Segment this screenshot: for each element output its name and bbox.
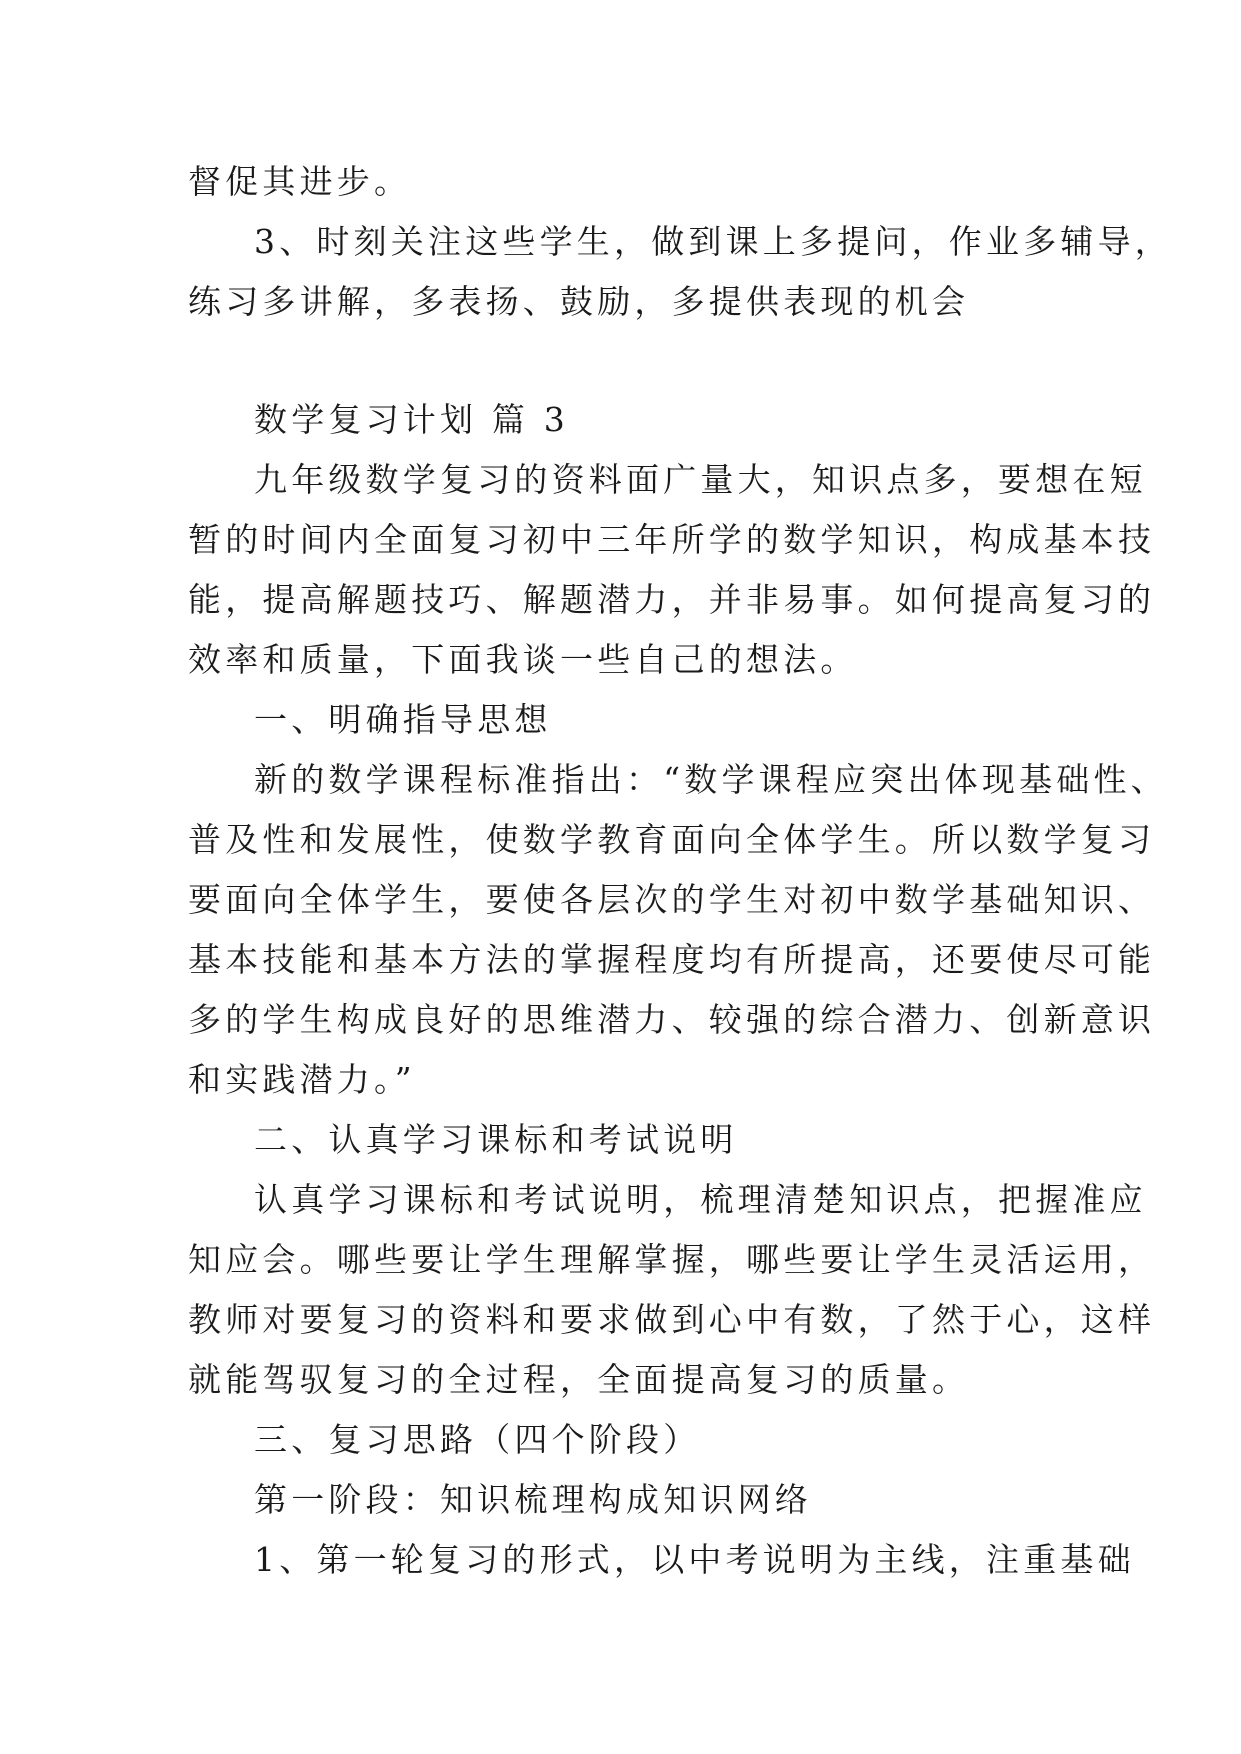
paragraph-line: 督促其进步。 xyxy=(188,162,412,201)
paragraph-line: 暂的时间内全面复习初中三年所学的数学知识，构成基本技 xyxy=(188,520,1156,559)
paragraph-line: 普及性和发展性，使数学教育面向全体学生。所以数学复习 xyxy=(188,820,1156,859)
subheading: 一、明确指导思想 xyxy=(254,700,552,739)
paragraph-line: 认真学习课标和考试说明，梳理清楚知识点，把握准应 xyxy=(254,1180,1147,1219)
subheading: 二、认真学习课标和考试说明 xyxy=(254,1120,738,1159)
paragraph-line: 1、第一轮复习的形式，以中考说明为主线，注重基础 xyxy=(254,1540,1135,1579)
paragraph-line: 多的学生构成良好的思维潜力、较强的综合潜力、创新意识 xyxy=(188,1000,1156,1039)
paragraph-line: 和实践潜力。” xyxy=(188,1060,416,1099)
paragraph-line: 就能驾驭复习的全过程，全面提高复习的质量。 xyxy=(188,1360,970,1399)
paragraph-line: 效率和质量，下面我谈一些自己的想法。 xyxy=(188,640,858,679)
paragraph-line: 知应会。哪些要让学生理解掌握，哪些要让学生灵活运用， xyxy=(188,1240,1156,1279)
section-heading: 数学复习计划 篇 3 xyxy=(254,400,569,439)
paragraph-line: 3、时刻关注这些学生，做到课上多提问，作业多辅导， xyxy=(254,222,1172,261)
paragraph-line: 要面向全体学生，要使各层次的学生对初中数学基础知识、 xyxy=(188,880,1156,919)
subheading: 三、复习思路（四个阶段） xyxy=(254,1420,701,1459)
paragraph-line: 练习多讲解，多表扬、鼓励，多提供表现的机会 xyxy=(188,282,970,321)
paragraph-line: 新的数学课程标准指出：“数学课程应突出体现基础性、 xyxy=(254,760,1168,799)
paragraph-line: 能，提高解题技巧、解题潜力，并非易事。如何提高复习的 xyxy=(188,580,1156,619)
paragraph-line: 教师对要复习的资料和要求做到心中有数，了然于心，这样 xyxy=(188,1300,1156,1339)
paragraph-line: 基本技能和基本方法的掌握程度均有所提高，还要使尽可能 xyxy=(188,940,1156,979)
paragraph-line: 九年级数学复习的资料面广量大，知识点多，要想在短 xyxy=(254,460,1147,499)
subheading: 第一阶段：知识梳理构成知识网络 xyxy=(254,1480,812,1519)
